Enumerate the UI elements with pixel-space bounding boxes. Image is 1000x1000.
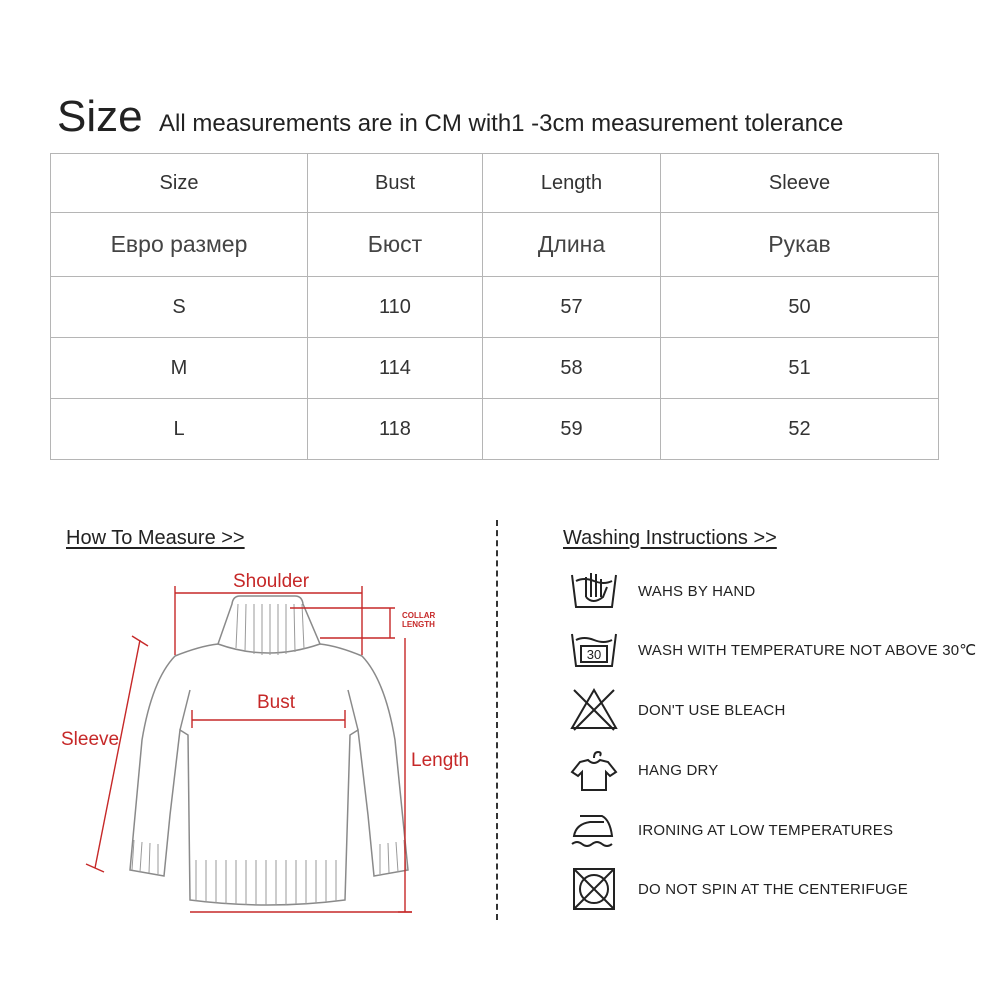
wash-item-iron-low [566,806,986,854]
iron-low-icon [566,806,622,854]
table-header-cell: Рукав [661,213,939,277]
label-bust: Bust [257,692,296,713]
table-header-cell: Length [483,154,661,213]
label-collar-2: LENGTH [402,620,435,629]
table-header-cell: Бюст [308,213,483,277]
wash-item-text: WAHS BY HAND [638,582,756,600]
label-sleeve: Sleeve [61,729,120,750]
table-cell: 114 [308,338,483,399]
table-cell: 52 [661,399,939,460]
table-header-cell: Евро размер [51,213,308,277]
wash-item-text: DO NOT SPIN AT THE CENTERIFUGE [638,880,908,898]
table-cell: M [51,338,308,399]
table-cell: 118 [308,399,483,460]
table-header-row-ru [51,213,939,277]
size-table [50,153,939,460]
table-cell: 110 [308,277,483,338]
wash-item-wash-30 [566,626,986,674]
wash-item-no-bleach [566,686,986,734]
table-header-row-en [51,154,939,213]
washing-instructions-heading: Washing Instructions >> [563,527,777,549]
measure-lines [86,586,412,912]
table-header-cell: Sleeve [661,154,939,213]
table-cell: S [51,277,308,338]
hand-wash-icon [566,567,622,615]
wash-item-text: IRONING AT LOW TEMPERATURES [638,821,894,839]
table-row [51,399,939,460]
table-cell: 50 [661,277,939,338]
title-size: Size [57,92,143,141]
page-title [57,92,843,142]
wash-item-text: WASH WITH TEMPERATURE NOT ABOVE 30℃ [638,642,977,659]
label-shoulder: Shoulder [233,571,310,592]
wash-item-text: DON'T USE BLEACH [638,701,786,719]
wash-30-icon [566,626,622,674]
wash-item-hang-dry [566,746,986,794]
section-divider [496,520,498,920]
sweater-measure-diagram [40,560,470,930]
table-row [51,338,939,399]
table-cell: 58 [483,338,661,399]
table-header-cell: Bust [308,154,483,213]
table-header-cell: Длина [483,213,661,277]
table-cell: 57 [483,277,661,338]
label-collar-1: COLLAR [402,611,436,620]
no-bleach-icon [566,686,622,734]
how-to-measure-heading: How To Measure >> [66,527,245,549]
wash-item-hand-wash [566,567,986,615]
wash-item-no-tumble-dry [566,865,986,913]
title-subtitle: All measurements are in CM with1 -3cm measurement tolerance [159,110,844,137]
table-row [51,277,939,338]
ribbing [132,604,406,905]
table-cell: L [51,399,308,460]
sweater-outline [130,596,408,905]
table-cell: 59 [483,399,661,460]
table-cell: 51 [661,338,939,399]
wash-item-text: HANG DRY [638,761,719,779]
wash-temp-label: 30 [586,647,602,662]
table-header-cell: Size [51,154,308,213]
no-tumble-dry-icon [566,865,622,913]
label-length: Length [411,750,470,771]
hang-dry-icon [566,746,622,794]
